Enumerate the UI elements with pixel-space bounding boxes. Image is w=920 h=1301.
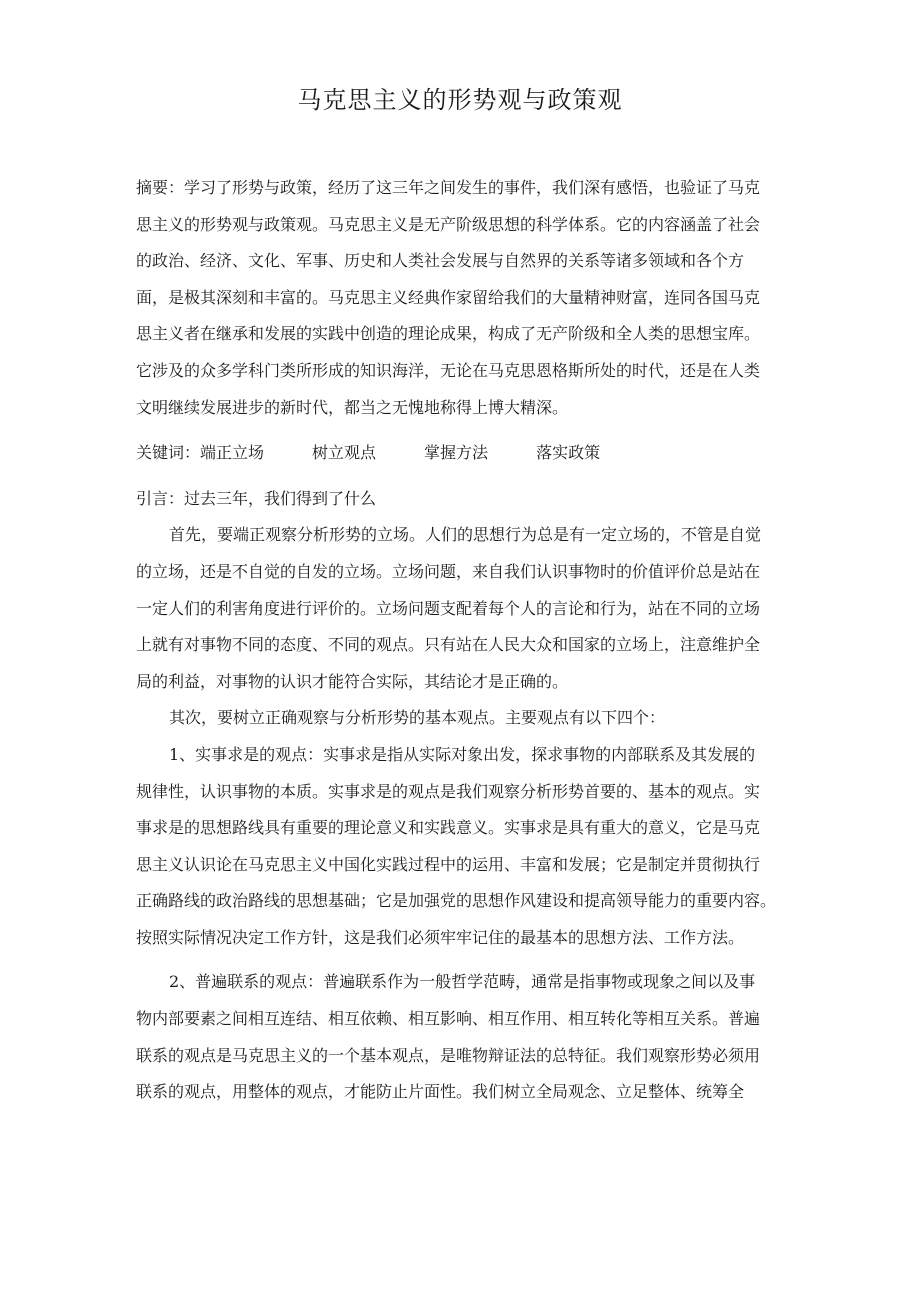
paragraph-line: 上就有对事物不同的态度、不同的观点。只有站在人民大众和国家的立场上，注意维护全 [136, 635, 761, 655]
keyword-item: 掌握方法 [424, 443, 489, 463]
intro-line: 引言：过去三年，我们得到了什么 [136, 488, 377, 508]
paragraph-line: 1、实事求是的观点：实事求是指从实际对象出发，探求事物的内部联系及其发展的 [169, 744, 756, 764]
keywords-label: 关键词： [136, 443, 201, 463]
paragraph-line: 2、普遍联系的观点：普遍联系作为一般哲学范畴，通常是指事物或现象之间以及事 [169, 972, 756, 992]
abstract-paragraph [136, 170, 806, 426]
keyword-item: 落实政策 [536, 443, 601, 463]
paragraph-universal-connection [136, 964, 806, 1110]
paragraph-line: 规律性，认识事物的本质。实事求是的观点是我们观察分析形势首要的、基本的观点。实 [136, 781, 761, 801]
paragraph-line: 按照实际情况决定工作方针，这是我们必须牢牢记住的最基本的思想方法、工作方法。 [136, 927, 745, 947]
paragraph-line: 一定人们的利害角度进行评价的。立场问题支配着每个人的言论和行为，站在不同的立场 [136, 598, 761, 618]
paragraph-viewpoints [136, 700, 806, 737]
abstract-line: 思主义的形势观与政策观。马克思主义是无产阶级思想的科学体系。它的内容涵盖了社会 [136, 214, 761, 234]
paragraph-line: 的立场，还是不自觉的自发的立场。立场问题，来自我们认识事物时的价值评价总是站在 [136, 561, 761, 581]
keyword-item: 端正立场 [200, 443, 265, 463]
paragraph-seek-truth [136, 737, 806, 957]
paragraph-line: 联系的观点，用整体的观点，才能防止片面性。我们树立全局观念、立足整体、统筹全 [136, 1082, 745, 1102]
keywords-line [136, 435, 806, 472]
paragraph-line: 联系的观点是马克思主义的一个基本观点，是唯物辩证法的总特征。我们观察形势必须用 [136, 1045, 761, 1065]
abstract-line: 的政治、经济、文化、军事、历史和人类社会发展与自然界的关系等诸多领域和各个方 [136, 251, 745, 271]
paragraph-stance [136, 517, 806, 700]
paragraph-line: 物内部要素之间相互连结、相互依赖、相互影响、相互作用、相互转化等相互关系。普遍 [136, 1009, 761, 1029]
abstract-line: 文明继续发展进步的新时代，都当之无愧地称得上博大精深。 [136, 397, 569, 417]
abstract-line: 思主义者在继承和发展的实践中创造的理论成果，构成了无产阶级和全人类的思想宝库。 [136, 324, 761, 344]
paragraph-line: 局的利益，对事物的认识才能符合实际，其结论才是正确的。 [136, 671, 569, 691]
paragraph-line: 首先，要端正观察分析形势的立场。人们的思想行为总是有一定立场的，不管是自觉 [169, 525, 762, 545]
abstract-line: 它涉及的众多学科门类所形成的知识海洋，无论在马克思恩格斯所处的时代，还是在人类 [136, 360, 761, 380]
abstract-line: 摘要：学习了形势与政策，经历了这三年之间发生的事件，我们深有感悟，也验证了马克 [136, 178, 761, 197]
document-body [136, 170, 806, 1111]
paragraph-line: 其次，要树立正确观察与分析形势的基本观点。主要观点有以下四个： [169, 708, 666, 728]
paragraph-line: 正确路线的政治路线的思想基础；它是加强党的思想作风建设和提高领导能力的重要内容。 [136, 891, 777, 911]
paragraph-line: 思主义认识论在马克思主义中国化实践过程中的运用、丰富和发展；它是制定并贯彻执行 [136, 854, 761, 874]
abstract-line: 面，是极其深刻和丰富的。马克思主义经典作家留给我们的大量精神财富，连同各国马克 [136, 287, 761, 307]
document-title: 马克思主义的形势观与政策观 [297, 86, 623, 114]
paragraph-line: 事求是的思想路线具有重要的理论意义和实践意义。实事求是具有重大的意义，它是马克 [136, 818, 761, 838]
keyword-item: 树立观点 [312, 443, 377, 463]
